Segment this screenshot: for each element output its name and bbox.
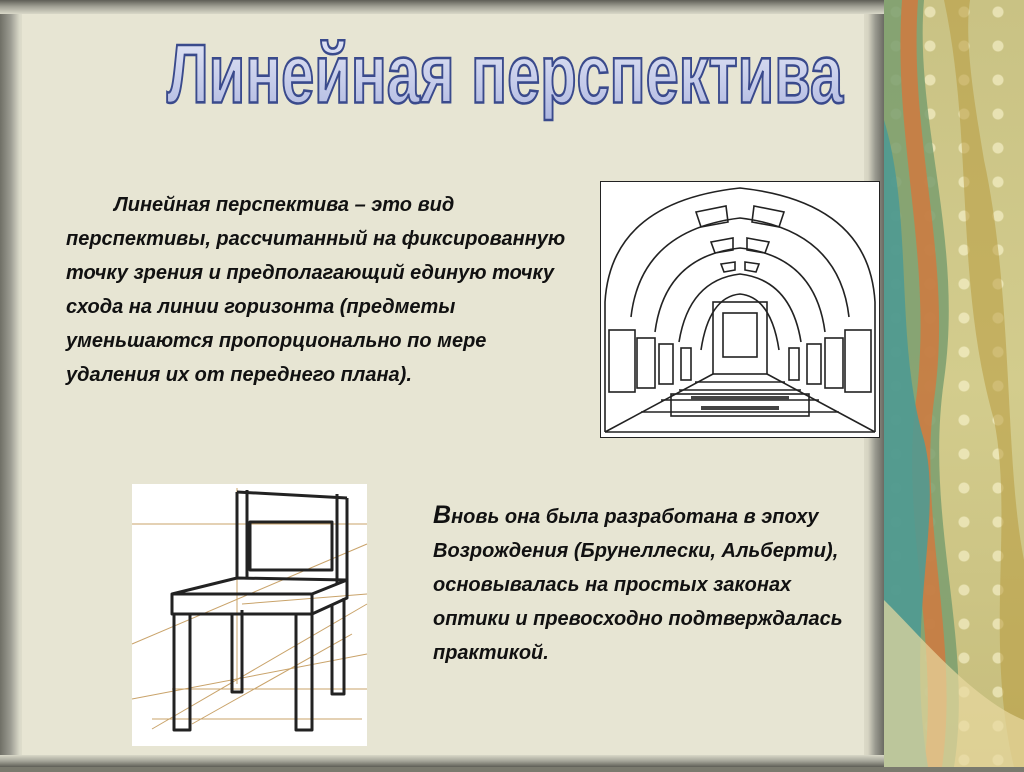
slide-title	[166, 22, 844, 122]
frame-bottom-edge	[0, 755, 884, 767]
hall-perspective-image	[600, 181, 880, 438]
decorative-drapery-panel	[884, 0, 1024, 767]
history-initial-letter: В	[433, 501, 452, 529]
drapery-illustration	[884, 0, 1024, 767]
history-paragraph-text: новь она была разработана в эпоху Возрождения (Брунеллески, Альберти), основывалась на простых законах оптики и превосходно подтверждалась практикой.	[433, 506, 843, 664]
history-paragraph	[433, 498, 873, 670]
definition-paragraph: Линейная перспектива – это вид перспективы, рассчитанный на фиксированную точку зрения и предполагающий единую точку схода на линии горизонта (предметы уменьшаются пропорционально по мере удаления их от переднего плана).	[66, 194, 566, 386]
chair-perspective-image	[132, 484, 367, 746]
slide-title-text: Линейная перспектива	[166, 28, 844, 122]
frame-top-edge	[0, 0, 884, 14]
